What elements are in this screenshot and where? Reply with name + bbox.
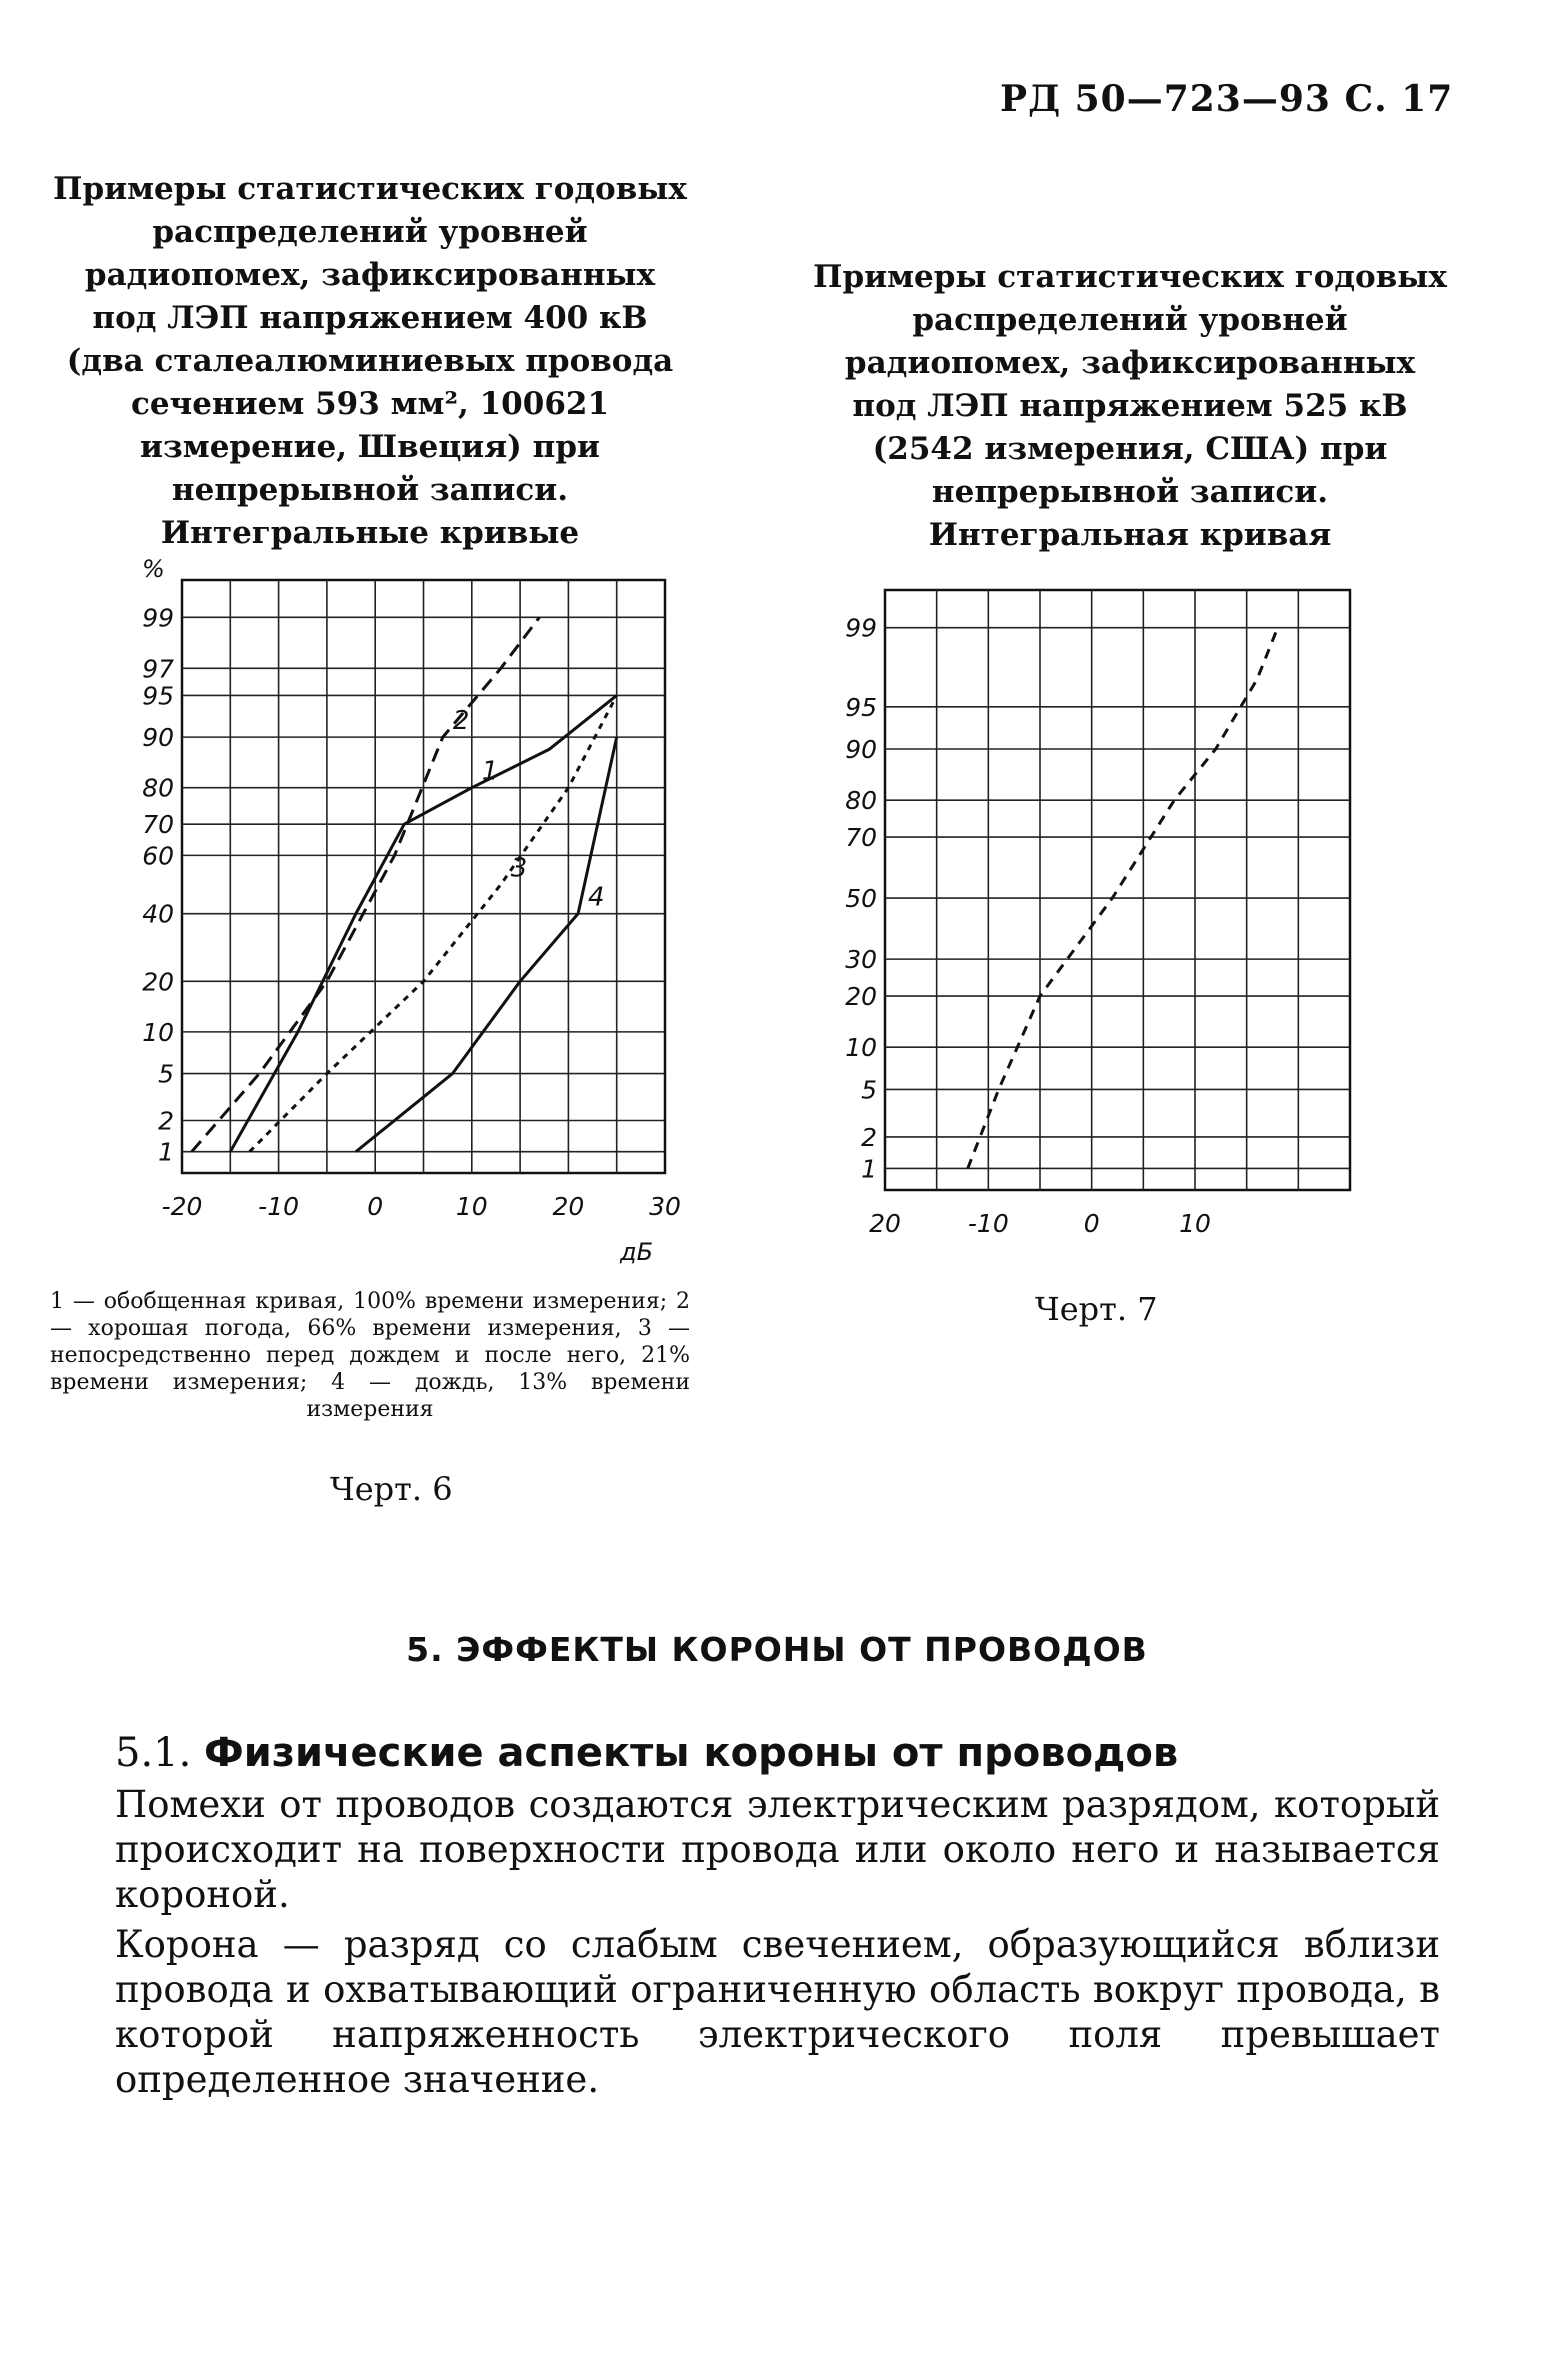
y-tick-label: 10: [845, 1033, 877, 1063]
y-tick-label: 90: [845, 734, 877, 764]
x-unit-label: дБ: [620, 1238, 654, 1266]
subsection-title: Физические аспекты короны от проводов: [204, 1730, 1179, 1776]
paragraph-2: Корона — разряд со слабым свечением, образующийся вблизи провода и охватывающий ограниченную область вокруг провода, в которой напряженность электрического поля превышает определенное значение.: [115, 1923, 1440, 2101]
y-tick-label: 99: [142, 603, 174, 633]
y-tick-label: 40: [142, 899, 174, 929]
series-line-2: [192, 617, 540, 1151]
series-label: 4: [588, 882, 605, 913]
y-tick-label: 20: [142, 967, 174, 997]
y-tick-label: 30: [845, 945, 877, 975]
chart-6: [120, 555, 690, 1275]
x-tick-label: 20: [869, 1209, 901, 1238]
y-tick-label: 90: [142, 723, 174, 753]
y-tick-label: 80: [142, 773, 174, 803]
chart-7: [830, 570, 1370, 1240]
page-header-code: РД 50—723—93 С. 17: [1000, 78, 1454, 120]
x-tick-label: -20: [161, 1192, 203, 1221]
x-tick-label: -10: [258, 1192, 300, 1221]
series-label: 2: [452, 706, 470, 737]
x-tick-label: 30: [649, 1192, 681, 1221]
x-tick-label: 10: [455, 1192, 488, 1221]
x-tick-label: -10: [967, 1209, 1009, 1238]
section-title: 5. ЭФФЕКТЫ КОРОНЫ ОТ ПРОВОДОВ: [406, 1630, 1148, 1669]
series-line-4: [356, 737, 617, 1152]
series-line-3: [250, 695, 617, 1151]
y-tick-label: 97: [142, 654, 174, 684]
y-tick-label: 1: [158, 1137, 174, 1167]
series-label: 3: [510, 853, 528, 884]
x-tick-label: 0: [367, 1192, 384, 1221]
figure7-label: Черт. 7: [1035, 1290, 1158, 1328]
figure7-caption: Примеры статистических годовых распределений уровней радиопомех, зафиксированных под ЛЭП напряжением 525 кВ (2542 измерения, США) при непрерывной записи. Интегральная кривая: [813, 259, 1447, 553]
y-tick-label: 5: [861, 1075, 877, 1105]
y-tick-label: 1: [861, 1154, 877, 1184]
subsection-number: 5.1.: [115, 1730, 192, 1776]
y-tick-label: 2: [158, 1106, 174, 1136]
y-tick-label: 95: [845, 692, 877, 722]
x-tick-label: 20: [552, 1192, 585, 1221]
y-tick-label: 20: [845, 982, 877, 1012]
y-tick-label: 70: [142, 810, 174, 840]
y-tick-label: 70: [845, 823, 877, 853]
y-tick-label: 2: [861, 1122, 877, 1152]
paragraph-1: Помехи от проводов создаются электрическим разрядом, который происходит на поверхности провода или около него и называется короной.: [115, 1783, 1440, 1916]
subsection-heading: [115, 1730, 1178, 1776]
y-tick-label: 95: [142, 681, 174, 711]
plot-frame: [885, 590, 1350, 1190]
y-tick-label: 5: [158, 1059, 174, 1089]
y-tick-label: 50: [845, 884, 877, 914]
figure6-label: Черт. 6: [330, 1470, 453, 1508]
x-tick-label: 0: [1083, 1209, 1100, 1238]
figure6-legend: 1 — обобщенная кривая, 100% времени измерения; 2 — хорошая погода, 66% времени измерения, 3 — непосредственно перед дождем и после него, 21% времени измерения; 4 — дождь, 13% времени измерения: [50, 1289, 690, 1422]
y-tick-label: 99: [845, 613, 877, 643]
y-tick-label: 80: [845, 786, 877, 816]
y-tick-label: 10: [142, 1017, 174, 1047]
figure6-caption: Примеры статистических годовых распределений уровней радиопомех, зафиксированных под ЛЭП напряжением 400 кВ (два сталеалюминиевых провода сечением 593 мм², 100621 измерение, Швеция) при непрерывной записи. Интегральные кривые: [53, 171, 687, 551]
x-tick-label: 10: [1179, 1209, 1211, 1238]
series-label: 1: [481, 756, 499, 787]
y-tick-label: 60: [142, 841, 174, 871]
y-unit-label: %: [142, 555, 165, 583]
